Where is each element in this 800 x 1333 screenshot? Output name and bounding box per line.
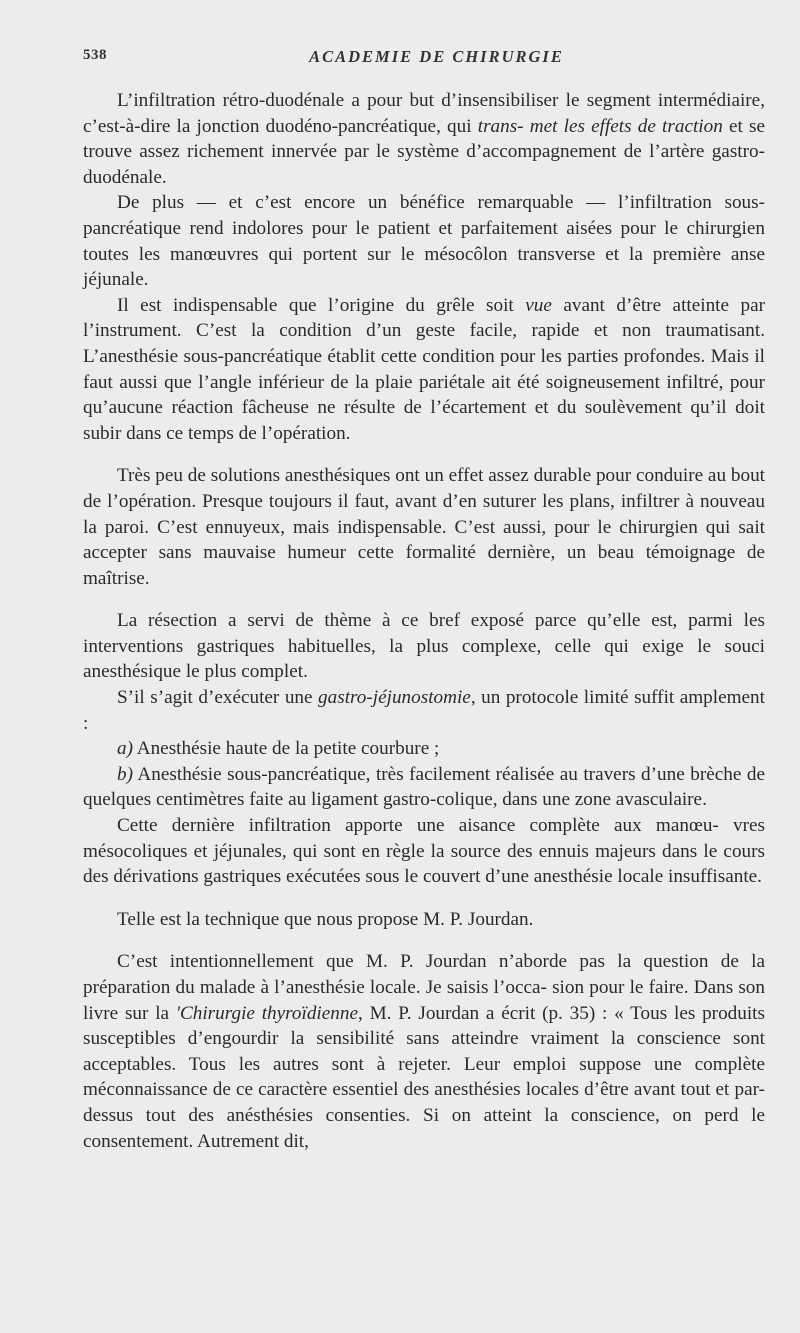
paragraph-text: C’est intentionnellement que M. P. Jourdan n’aborde pas la question de la préparation du malade à l’anesthésie locale. Je saisis l’occa- sion pour le faire. Dans son livre sur la [83,951,765,1024]
section-gap [83,446,765,463]
page-number: 538 [83,47,107,63]
paragraph-text: avant d’être atteinte par l’instrument. C’est la condition d’un geste facile, rapide et non traumatisant. L’anesthésie sous-pancréatique établit cette condition pour les parties profondes. Mais il faut aussi que l’angle inférieur de la plaie pariétale ait été soigneusement infiltré, pour qu’aucune réaction fâcheuse ne résulte de l’écartement et du soulèvement qu’il doit subir dans ce temps de l’opération. [83,294,765,444]
paragraph-text: S’il s’agit d’exécuter une [117,687,319,709]
paragraph-4: Très peu de solutions anesthésiques ont un effet assez durable pour conduire au bout de l’opération. Presque toujours il faut, avant d’en suturer les plans, infiltrer à nouveau la paroi. C’est ennuyeux, mais indispensable. C’est aussi, pour le chirurgien qui sait accepter sans mauvaise humeur cette formalité dernière, un beau témoignage de maîtrise. [83,465,765,589]
paragraph-10: Telle est la technique que nous propose M. P. Jourdan. [117,908,534,930]
paragraph-text: Il est indispensable que l’origine du grêle soit [117,294,526,316]
section-gap [83,932,765,949]
paragraph-3 [83,293,765,447]
emphasis-text: 'Chirurgie thyroïdienne [175,1002,358,1024]
paragraph-2: De plus — et c’est encore un bénéfice remarquable — l’infiltration sous-pancréatique rend indolores pour le patient et parfaitement aisées pour le chirurgien toutes les manœuvres qui portent sur le mésocôlon transverse et la première anse jéjunale. [83,192,765,291]
list-item-b [83,762,765,813]
list-marker: b) [117,763,133,785]
paragraph-text: , M. P. Jourdan a écrit (p. 35) : « Tous les produits susceptibles d’engourdir la sensibilité sans atteindre vraiment la conscience sont acceptables. Tous les autres sont à rejeter. Leur emploi suppose une complète méconnaissance de ce caractère essentiel des anesthésies locales d’être avant tout et par-dessus tout des anésthésies consenties. Si on atteint la conscience, on perd le consentement. Autrement dit, [83,1002,765,1152]
paragraph-9: Cette dernière infiltration apporte une aisance complète aux manœu- vres mésocoliques et jéjunales, qui sont en règle la source des ennuis majeurs dans le cours des dérivations gastriques exécutées sous le couvert d’une anesthésie locale insuffisante. [83,815,765,888]
section-gap [83,591,765,608]
paragraph-6 [83,685,765,736]
paragraph-text: L’infiltration rétro-duodénale a pour but d’insensibiliser le segment intermédiaire, c’est-à-dire la jonction duodéno-pancréatique, qui [83,90,765,137]
paragraph-11 [83,949,765,1154]
page-header [83,47,760,69]
list-marker: a) [117,738,133,760]
list-item-a [83,736,765,762]
list-item-text: Anesthésie haute de la petite courbure ; [132,738,440,760]
emphasis-text: gastro-jéjunostomie [318,687,471,709]
section-gap [83,890,765,907]
paragraph-text: et se trouve assez richement innervée par le système d’accompagnement de l’artère gastro-duodénale. [83,115,765,188]
paragraph-text: , un protocole limité suffit amplement : [83,687,765,734]
running-title: ACADEMIE DE CHIRURGIE [309,47,564,66]
page-body [83,88,765,1154]
paragraph-1 [83,88,765,190]
list-item-text: Anesthésie sous-pancréatique, très facilement réalisée au travers d’une brèche de quelques centimètres faite au ligament gastro-colique, dans une zone avasculaire. [83,763,765,811]
emphasis-text: vue [525,294,552,316]
emphasis-text: trans- met les effets de traction [477,115,723,137]
paragraph-5: La résection a servi de thème à ce bref exposé parce qu’elle est, parmi les interventions gastriques habituelles, la plus complexe, celle qui exige le souci anesthésique le plus complet. [83,610,765,683]
